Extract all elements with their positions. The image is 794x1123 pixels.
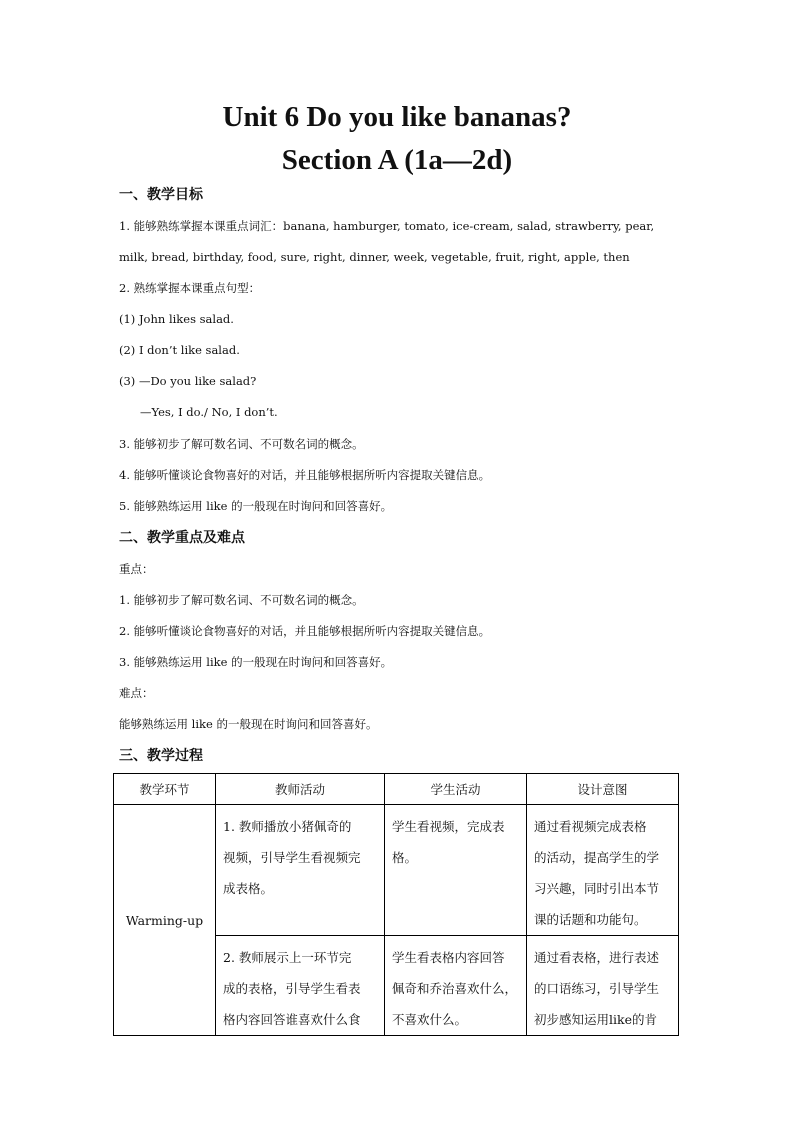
stage-cell [114, 805, 216, 1036]
objective-line: (1) John likes salad. [119, 312, 234, 326]
cell-line: 1. 教师播放小猪佩奇的 [223, 819, 352, 834]
cell-line: 习兴趣，同时引出本节 [534, 881, 660, 896]
objective-line: 1. 能够熟练掌握本课重点词汇：banana, hamburger, tomato, ice-cream, salad, strawberry, pear, [119, 219, 655, 233]
student-activity-cell [385, 936, 527, 1036]
teaching-process-table [113, 773, 679, 1036]
cell-line: 2. 教师展示上一环节完 [223, 950, 352, 965]
cell-line: 学生看视频，完成表 [392, 819, 505, 834]
cell-line: 的活动，提高学生的学 [534, 850, 660, 865]
design-intent-cell [527, 805, 679, 936]
document-subtitle: Section A (1a—2d) [281, 144, 513, 176]
objective-line: 3. 能够初步了解可数名词、不可数名词的概念。 [119, 437, 364, 451]
cell-line: 通过看表格，进行表述 [534, 950, 660, 965]
teacher-activity-cell [216, 805, 385, 936]
cell-line: 成的表格，引导学生看表 [223, 981, 361, 996]
section-heading-process: 三、教学过程 [119, 748, 203, 764]
difficulty-line: 能够熟练运用 like 的一般现在时询问和回答喜好。 [119, 717, 378, 731]
cell-line: 不喜欢什么。 [392, 1012, 468, 1027]
key-point-line: 2. 能够听懂谈论食物喜好的对话，并且能够根据所听内容提取关键信息。 [119, 624, 491, 638]
section-heading-objectives: 一、教学目标 [119, 187, 203, 203]
table-row [114, 805, 679, 936]
difficulty-label: 难点： [119, 686, 154, 700]
table-header-row [114, 774, 679, 805]
cell-line: 视频，引导学生看视频完 [223, 850, 361, 865]
cell-line: 通过看视频完成表格 [534, 819, 647, 834]
cell-line: 格内容回答谁喜欢什么食 [223, 1012, 361, 1027]
key-points-label: 重点： [119, 562, 154, 576]
objective-line: 2. 熟练掌握本课重点句型： [119, 281, 261, 295]
column-header: 设计意图 [527, 774, 679, 805]
objective-line: —Yes, I do./ No, I don’t. [140, 405, 278, 419]
objective-line: 4. 能够听懂谈论食物喜好的对话，并且能够根据所听内容提取关键信息。 [119, 468, 491, 482]
cell-line: 的口语练习，引导学生 [534, 981, 660, 996]
section-heading-key-points: 二、教学重点及难点 [119, 530, 245, 546]
key-point-line: 1. 能够初步了解可数名词、不可数名词的概念。 [119, 593, 364, 607]
cell-line: 初步感知运用like的肯 [534, 1012, 657, 1027]
objective-line: (3) —Do you like salad? [119, 374, 257, 388]
document-title: Unit 6 Do you like bananas? [222, 101, 572, 133]
objective-line: 5. 能够熟练运用 like 的一般现在时询问和回答喜好。 [119, 499, 393, 513]
student-activity-cell [385, 805, 527, 936]
cell-line: 佩奇和乔治喜欢什么， [392, 981, 518, 996]
cell-line: 课的话题和功能句。 [534, 912, 647, 927]
design-intent-cell [527, 936, 679, 1036]
teacher-activity-cell [216, 936, 385, 1036]
objective-line: milk, bread, birthday, food, sure, right, dinner, week, vegetable, fruit, right, apple, then [119, 250, 630, 264]
cell-line: 学生看表格内容回答 [392, 950, 505, 965]
column-header: 教学环节 [114, 774, 216, 805]
column-header: 学生活动 [385, 774, 527, 805]
column-header: 教师活动 [216, 774, 385, 805]
objective-line: (2) I don’t like salad. [119, 343, 240, 357]
cell-line: 成表格。 [223, 881, 274, 896]
stage-label: Warming-up [125, 912, 204, 928]
key-point-line: 3. 能够熟练运用 like 的一般现在时询问和回答喜好。 [119, 655, 393, 669]
cell-line: 格。 [392, 850, 418, 865]
